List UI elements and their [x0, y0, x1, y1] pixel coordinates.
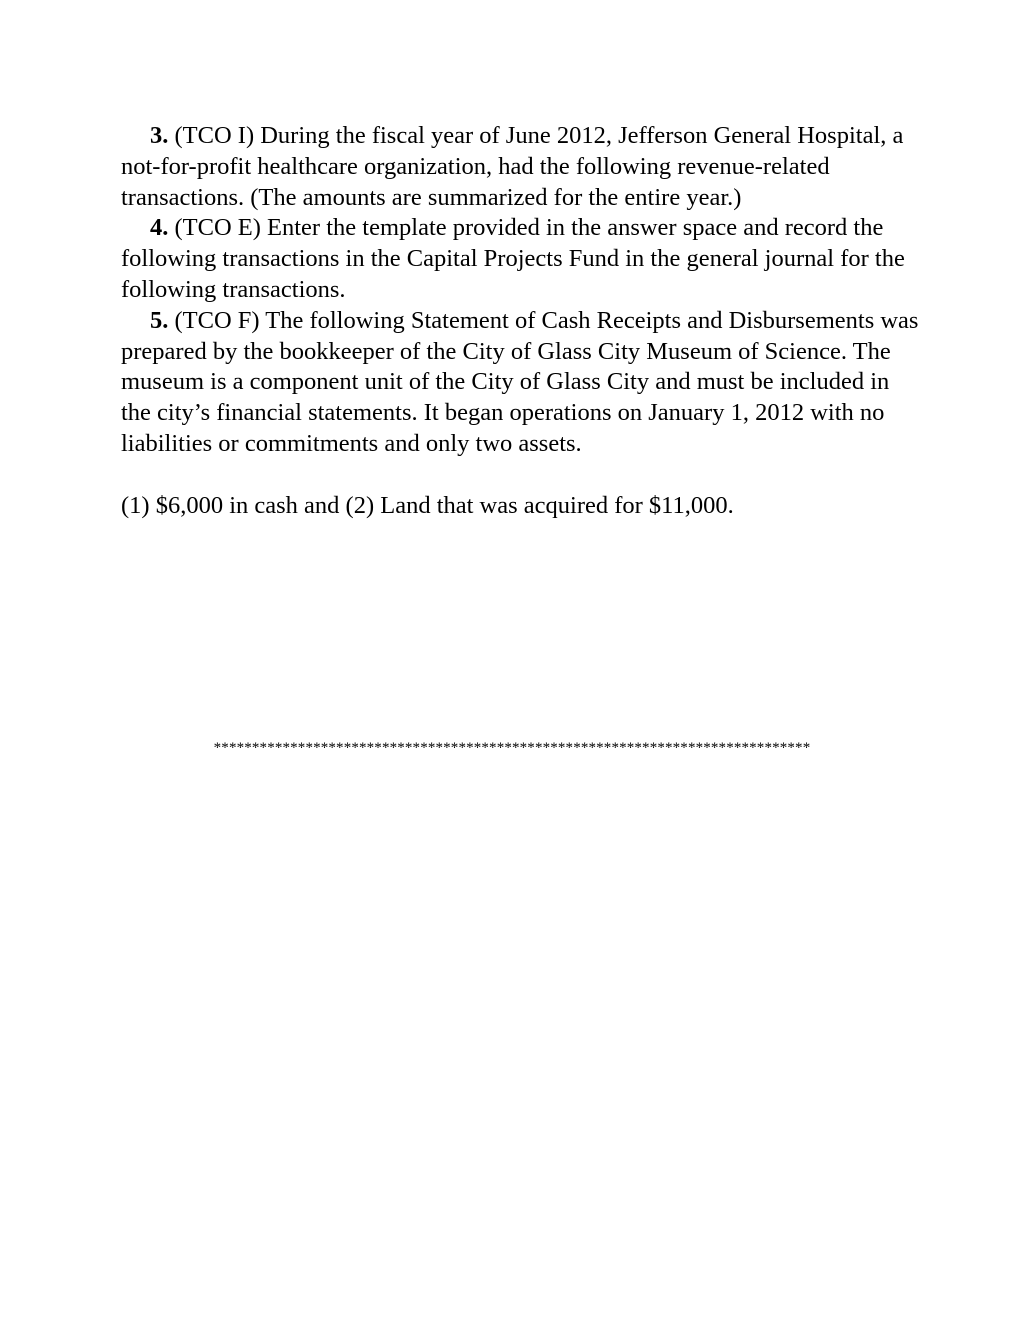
question-text: (TCO I) During the fiscal year of June 2012, Jefferson General Hospital, a not-for-profit healthcare organization, had the following revenue-related transactions. (The amounts are summarized for the entire year.) [121, 122, 904, 211]
assets-line: (1) $6,000 in cash and (2) Land that was acquired for $11,000. [121, 491, 734, 519]
question-text: (TCO E) Enter the template provided in the answer space and record the following transactions in the Capital Projects Fund in the general journal for the following transactions. [121, 214, 905, 303]
question-text: (TCO F) The following Statement of Cash Receipts and Disbursements was prepared by the bookkeeper of the City of Glass City Museum of Science. The museum is a component unit of the City of Glass City and must be included in the city’s financial statements. It began operations on January 1, 2012 with no liabilities or commitments and only two assets. [121, 306, 919, 457]
question-number: 4. [150, 214, 169, 242]
question-number: 5. [150, 306, 169, 334]
question-list [121, 121, 921, 521]
asterisk-separator: ****************************************************************************** [213, 740, 811, 756]
question-4 [121, 213, 921, 305]
question-3 [121, 121, 921, 213]
question-number: 3. [150, 122, 169, 149]
question-5 [121, 306, 921, 460]
